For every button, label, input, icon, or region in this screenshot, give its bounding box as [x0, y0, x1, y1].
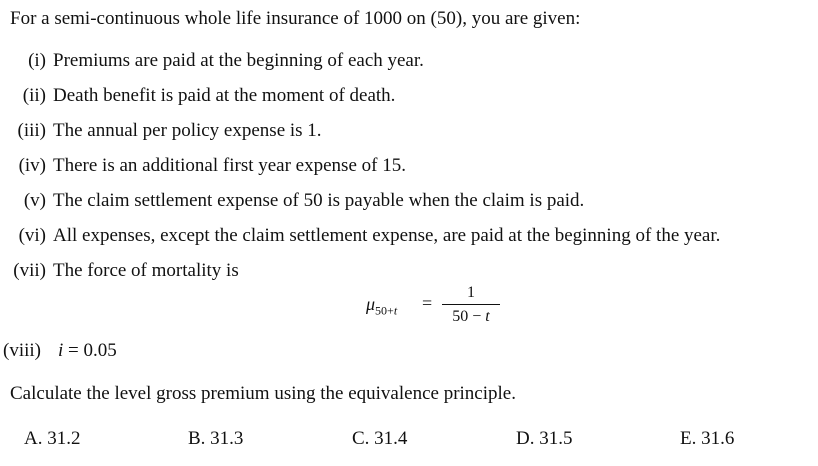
item-number: (i) [28, 50, 46, 71]
item-number: (ii) [22, 85, 46, 106]
answer-choice-e[interactable]: E. 31.6 [680, 428, 735, 449]
equals-sign: = [422, 293, 433, 313]
answer-choice-a[interactable]: A. 31.2 [24, 428, 81, 449]
item-text: There is an additional first year expense of 15. [53, 155, 406, 176]
fraction-numerator: 1 [467, 284, 475, 301]
question-text: Calculate the level gross premium using the equivalence principle. [10, 383, 516, 404]
problem-intro: For a semi-continuous whole life insurance of 1000 on (50), you are given: [10, 8, 581, 29]
item-text: All expenses, except the claim settlement expense, are paid at the beginning of the year. [53, 225, 721, 246]
item-number: (iv) [18, 155, 46, 176]
given-item-8 [3, 340, 117, 362]
item-text: Death benefit is paid at the moment of death. [53, 85, 396, 106]
item-number: (viii) [3, 340, 41, 361]
answer-choice-c[interactable]: C. 31.4 [352, 428, 408, 449]
item-number: (iii) [17, 120, 46, 141]
item-text: The force of mortality is [53, 260, 239, 281]
item-text: The annual per policy expense is 1. [53, 120, 322, 141]
item-number: (v) [23, 190, 46, 211]
fraction [442, 283, 500, 327]
fraction-denominator: 50 − t [452, 308, 490, 325]
interest-value: = 0.05 [63, 340, 117, 361]
fraction-bar [442, 304, 500, 305]
item-text: Premiums are paid at the beginning of each year. [53, 50, 424, 71]
mu-symbol: $\mu_{50+t}$ [366, 294, 398, 318]
interest-variable: i [58, 340, 64, 361]
answer-choice-d[interactable]: D. 31.5 [516, 428, 573, 449]
item-text: The claim settlement expense of 50 is payable when the claim is paid. [53, 190, 585, 211]
item-number: (vii) [13, 260, 46, 281]
answer-choice-b[interactable]: B. 31.3 [188, 428, 244, 449]
item-number: (vi) [18, 225, 46, 246]
force-of-mortality-formula [366, 283, 506, 329]
